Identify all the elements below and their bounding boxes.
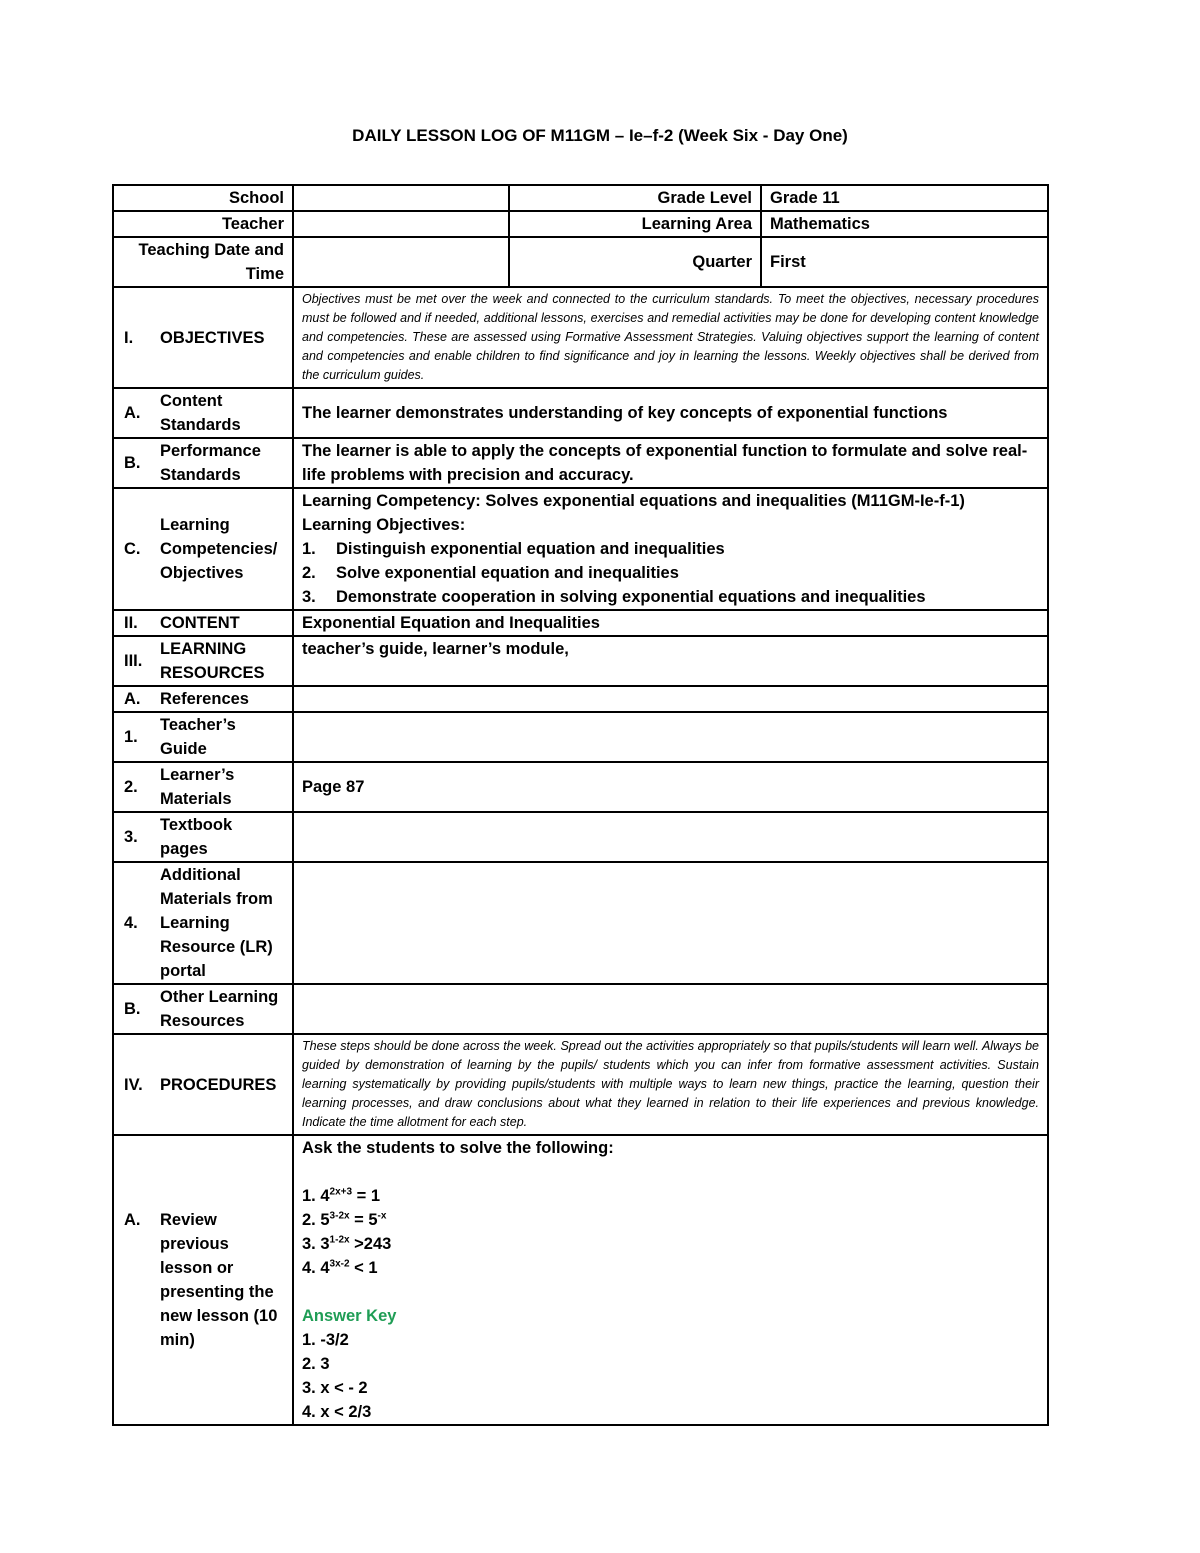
textbook-row [113, 812, 1048, 862]
competency-text: Learning Competency: Solves exponential equations and inequalities (M11GM-Ie-f-1) [302, 492, 965, 510]
procedures-label: PROCEDURES [160, 1075, 277, 1094]
answer-1: 1. -3/2 [302, 1331, 349, 1349]
list-item: 2. Solve exponential equation and inequalities [302, 564, 679, 582]
date-row [113, 237, 1048, 287]
school-row [113, 185, 1048, 211]
answer-2: 2. 3 [302, 1355, 330, 1373]
review-num: A. [124, 1211, 141, 1229]
content-standards-value: The learner demonstrates understanding of key concepts of exponential functions [293, 388, 1048, 438]
additional-materials-row [113, 862, 1048, 984]
other-resources-row [113, 984, 1048, 1034]
references-value [293, 686, 1048, 712]
answer-key-label: Answer Key [302, 1307, 397, 1325]
learners-materials-value: Page 87 [293, 762, 1048, 812]
content-standards-label: Content Standards [160, 392, 241, 434]
learners-materials-label: Learner’s Materials [160, 766, 235, 808]
references-label: References [160, 690, 249, 708]
objectives-note: Objectives must be met over the week and connected to the curriculum standards. To meet the objectives, necessary procedures must be followed and if needed, additional lessons, exercises and remedial activities may be done for developing content knowledge and competencies. These are assessed using Formative Assessment Strategies. Valuing objectives support the learning of content and competencies and enable children to find significance and joy in learning the lessons. Weekly objectives shall be derived from the curriculum guides. [293, 287, 1048, 388]
objectives-num: I. [124, 328, 134, 347]
performance-standards-value: The learner is able to apply the concepts of exponential function to formulate and solve real-life problems with precision and accuracy. [293, 438, 1048, 488]
procedures-num: IV. [124, 1075, 143, 1094]
objectives-label: OBJECTIVES [160, 328, 265, 347]
learning-area-value: Mathematics [761, 211, 1048, 237]
content-num: II. [124, 614, 138, 632]
answer-4: 4. x < 2/3 [302, 1403, 372, 1421]
learners-materials-row [113, 762, 1048, 812]
content-label: CONTENT [160, 614, 240, 632]
objectives-heading: Learning Objectives: [302, 516, 466, 534]
objectives-row [113, 287, 1048, 388]
learning-area-label: Learning Area [509, 211, 761, 237]
references-num: A. [124, 690, 141, 708]
competencies-row [113, 488, 1048, 610]
list-item: 1. Distinguish exponential equation and inequalities [302, 540, 725, 558]
competencies-num: C. [124, 540, 141, 558]
content-standards-num: A. [124, 404, 141, 422]
quarter-value: First [761, 237, 1048, 287]
teachers-guide-label: Teacher’s Guide [160, 716, 236, 758]
review-row [113, 1135, 1048, 1425]
additional-label: Additional Materials from Learning Resource (LR) portal [160, 866, 273, 980]
teachers-guide-row [113, 712, 1048, 762]
school-label: School [113, 185, 293, 211]
problem-3: 3. $3^{1-2x} >243$ [302, 1234, 392, 1253]
procedures-note: These steps should be done across the week. Spread out the activities appropriately so that pupils/students will learn well. Always be guided by demonstration of learning by the pupils/ students which you can infer from formative assessment activities. Sustain learning systematically by providing pupils/students with multiple ways to learn new things, practice the learning, question their learning processes, and draw conclusions about what they learned in relation to their life experiences and previous knowledge. Indicate the time allotment for each step. [293, 1034, 1048, 1135]
textbook-num: 3. [124, 828, 138, 846]
grade-level-value: Grade 11 [761, 185, 1048, 211]
review-label: Review previous lesson or presenting the new lesson (10 min) [160, 1211, 278, 1349]
date-value [293, 237, 509, 287]
additional-num: 4. [124, 914, 138, 932]
grade-level-label: Grade Level [509, 185, 761, 211]
competencies-cell [293, 488, 1048, 610]
resources-num: III. [124, 652, 143, 670]
problem-4: 4. $4^{3x-2} < 1$ [302, 1258, 378, 1277]
teachers-guide-num: 1. [124, 728, 138, 746]
references-row [113, 686, 1048, 712]
other-resources-label: Other Learning Resources [160, 988, 279, 1030]
school-value [293, 185, 509, 211]
resources-value: teacher’s guide, learner’s module, [293, 636, 1048, 686]
teacher-value [293, 211, 509, 237]
problem-1: 1. $4^{2x+3} = 1$ [302, 1186, 381, 1205]
date-label: Teaching Date and Time [113, 237, 293, 287]
performance-standards-label: Performance Standards [160, 442, 261, 484]
review-instruction: Ask the students to solve the following: [302, 1139, 614, 1157]
teacher-label: Teacher [113, 211, 293, 237]
resources-label: LEARNING RESOURCES [160, 640, 265, 682]
textbook-label: Textbook pages [160, 816, 233, 858]
performance-standards-row [113, 438, 1048, 488]
other-resources-num: B. [124, 1000, 141, 1018]
answer-3: 3. x < - 2 [302, 1379, 368, 1397]
content-row [113, 610, 1048, 636]
textbook-value [293, 812, 1048, 862]
content-standards-row [113, 388, 1048, 438]
problem-2: 2. $5^{3-2x} = 5^{-x}$ [302, 1210, 387, 1229]
objectives-list [302, 537, 1039, 609]
procedures-row [113, 1034, 1048, 1135]
review-cell [293, 1135, 1048, 1425]
competencies-label: Learning Competencies/ Objectives [160, 516, 278, 582]
quarter-label: Quarter [509, 237, 761, 287]
content-value: Exponential Equation and Inequalities [293, 610, 1048, 636]
learners-materials-num: 2. [124, 778, 138, 796]
other-resources-value [293, 984, 1048, 1034]
resources-row [113, 636, 1048, 686]
list-item: 3. Demonstrate cooperation in solving exponential equations and inequalities [302, 588, 926, 606]
teacher-row [113, 211, 1048, 237]
page-title: DAILY LESSON LOG OF M11GM – Ie–f-2 (Week Six - Day One) [352, 126, 848, 145]
performance-standards-num: B. [124, 454, 141, 472]
teachers-guide-value [293, 712, 1048, 762]
lesson-log-table [112, 184, 1049, 1426]
additional-value [293, 862, 1048, 984]
